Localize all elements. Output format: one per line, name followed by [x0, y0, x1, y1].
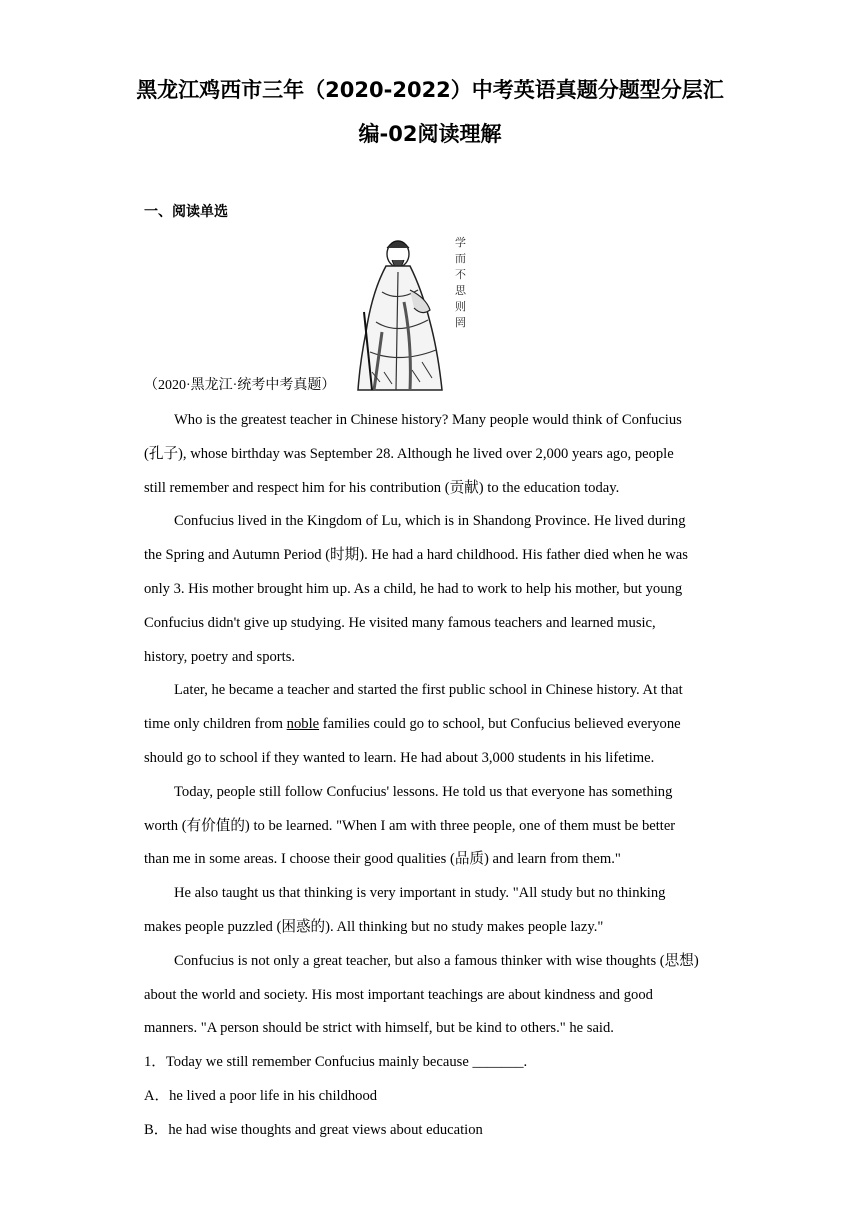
- text-line: manners. "A person should be strict with himself, but be kind to others." he said.: [144, 1020, 614, 1037]
- section-heading: 一、阅读单选: [144, 204, 228, 220]
- underlined-word: noble: [286, 716, 320, 733]
- paragraph-2: [144, 505, 724, 674]
- paragraph-4: [144, 776, 724, 877]
- text-line: history, poetry and sports.: [144, 648, 296, 665]
- passage-body: [144, 404, 724, 1148]
- answer-option-a: A．he lived a poor life in his childhood: [144, 1087, 378, 1104]
- paragraph-5: [144, 877, 724, 945]
- text-line: than me in some areas. I choose their good qualities (品质) and learn from them.": [144, 851, 621, 868]
- paragraph-1: [144, 404, 724, 505]
- text-line: Confucius is not only a great teacher, but also a famous thinker with wise thoughts (思想): [174, 952, 699, 969]
- calligraphy-column: [455, 236, 467, 329]
- text-line: He also taught us that thinking is very important in study. "All study but no thinking: [174, 885, 666, 902]
- document-title-line-1: 黑龙江鸡西市三年（2020-2022）中考英语真题分题型分层汇: [136, 78, 724, 102]
- text-segment: time only children from: [144, 716, 287, 733]
- text-line: the Spring and Autumn Period (时期). He had a hard childhood. His father died when he was: [144, 547, 688, 564]
- paragraph-3: [144, 674, 724, 775]
- text-line: still remember and respect him for his contribution (贡献) to the education today.: [144, 479, 620, 496]
- text-line: [114, 708, 724, 742]
- text-line: only 3. His mother brought him up. As a child, he had to work to help his mother, but young: [144, 580, 683, 597]
- text-line: Confucius didn't give up studying. He visited many famous teachers and learned music,: [144, 614, 656, 631]
- calligraphy-char: 思: [455, 284, 466, 297]
- calligraphy-char: 学: [455, 236, 466, 249]
- text-line: Who is the greatest teacher in Chinese history? Many people would think of Confucius: [174, 412, 682, 428]
- calligraphy-char: 不: [455, 268, 466, 281]
- confucius-portrait-icon: [352, 232, 476, 392]
- calligraphy-char: 而: [455, 252, 466, 265]
- text-line: about the world and society. His most important teachings are about kindness and good: [144, 986, 653, 1003]
- text-line: (孔子), whose birthday was September 28. Although he lived over 2,000 years ago, people: [144, 445, 674, 462]
- text-line: Later, he became a teacher and started the first public school in Chinese history. At that: [174, 682, 683, 699]
- text-line: worth (有价值的) to be learned. "When I am with three people, one of them must be better: [144, 817, 676, 834]
- text-line: should go to school if they wanted to learn. He had about 3,000 students in his lifetime.: [144, 749, 655, 766]
- calligraphy-char: 罔: [455, 316, 466, 329]
- passage-source: （2020·黑龙江·统考中考真题）: [144, 378, 336, 393]
- calligraphy-char: 则: [455, 300, 466, 313]
- document-title-line-2: 编-02阅读理解: [358, 122, 502, 146]
- answer-option-b: B．he had wise thoughts and great views about education: [144, 1121, 483, 1138]
- text-line: Confucius lived in the Kingdom of Lu, which is in Shandong Province. He lived during: [174, 513, 686, 530]
- text-line: makes people puzzled (困惑的). All thinking but no study makes people lazy.": [144, 918, 604, 935]
- text-segment: families could go to school, but Confucius believed everyone: [319, 716, 681, 733]
- paragraph-6: [144, 945, 724, 1046]
- text-line: Today, people still follow Confucius' lessons. He told us that everyone has something: [174, 783, 673, 800]
- question-stem: 1．Today we still remember Confucius mainly because _______.: [144, 1054, 528, 1071]
